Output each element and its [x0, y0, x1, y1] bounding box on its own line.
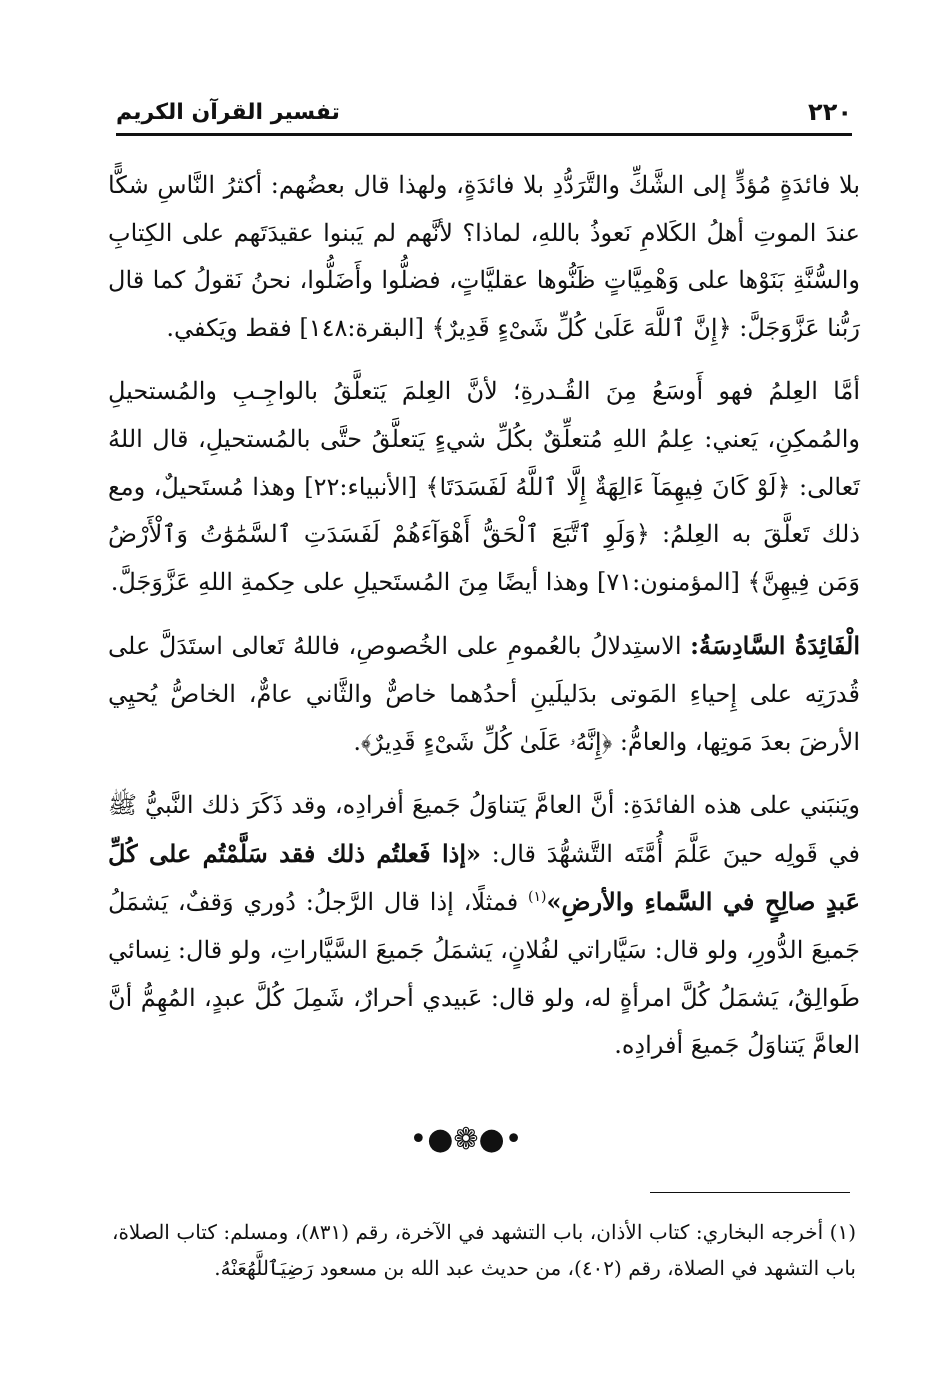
paragraph-text: بلا فائدَةٍ مُؤدٍّ إلى الشَّكِّ والتَّرَدُّدِ بلا فائدَةٍ، ولهذا قال بعضُهم: أكثرُ النَّاسِ شكًّا عندَ الموتِ أهلُ الكَلامِ نَعوذُ باللهِ، لماذا؟ لأنَّهم لم يَبنوا عقيدَتَهم على الكِتابِ والسُّنَّةِ بَنَوْها على وَهْمِيَّاتٍ ظَنُّوها عقليَّاتٍ، فضلُّوا وأَضَلُّوا، نحنُ نَقولُ كما قال رَبُّنا عَزَّوَجَلَّ: ﴿إِنَّ ٱللَّهَ عَلَىٰ كُلِّ شَىْءٍ قَدِيرٌ﴾ [البقرة:١٤٨] فقط ويَكفي. — [108, 171, 860, 342]
footnote-separator — [650, 1192, 850, 1193]
footnote-reference[interactable]: (١) — [528, 889, 547, 906]
paragraph-2 — [108, 368, 860, 606]
hadith-quote: «إذا فَعلتُم ذلك فقد سَلَّمْتُم على كُلِّ عَبدٍ صالِحٍ في السَّماءِ والأرضِ» — [108, 838, 860, 917]
page-body — [108, 162, 860, 1070]
page-header — [116, 96, 852, 136]
paragraph-1 — [108, 162, 860, 352]
paragraph-text: أمَّا العِلمُ فهو أَوسَعُ مِنَ القُـدرةِ؛ لأنَّ العِلمَ يَتعلَّقُ بالواجِـبِ والمُستحيلِ والمُمكِنِ، يَعني: عِلمُ اللهِ مُتعلِّقٌ بكُلِّ شيءٍ يَتعلَّقُ حتَّى بالمُستحيلِ، قال اللهُ تَعالى: ﴿لَوْ كَانَ فِيهِمَآ ءَالِهَةٌ إِلَّا ٱللَّهُ لَفَسَدَتَا﴾ [الأنبياء:٢٢] وهذا مُستَحيلٌ، ومع ذلك تَعلَّقَ به العِلمُ: ﴿وَلَوِ ٱتَّبَعَ ٱلْحَقُّ أَهْوَآءَهُمْ لَفَسَدَتِ ٱلسَّمَٰوَٰتُ وَٱلْأَرْضُ وَمَن فِيهِنَّ﴾ [المؤمنون:٧١] وهذا أيضًا مِنَ المُستَحيلِ على حِكمةِ اللهِ عَزَّوَجَلَّ. — [108, 377, 861, 596]
paragraph-text: ويَنبَني على هذه الفائدَةِ: أنَّ العامَّ يَتناوَلُ جَميعَ أفرادِه، وقد ذَكَرَ ذلك النَّبيُّ ﷺ في قَولِه حينَ عَلَّمَ أُمَّتَه التَّشهُّدَ قال: — [108, 791, 860, 868]
book-title: تفسير القرآن الكريم — [116, 100, 340, 125]
paragraph-text: الاستِدلالُ بالعُمومِ على الخُصوصِ، فاللهُ تَعالى استَدَلَّ على قُدرَتِه على إِحياءِ المَوتى بدَليلَينِ أحدُهما خاصٌّ والثَّاني عامٌّ، الخاصُّ يُحيِي الأرضَ بعدَ مَوتِها، والعامُّ: ﴿إِنَّهُۥ عَلَىٰ كُلِّ شَىْءٍ قَدِيرٌ﴾. — [108, 632, 860, 756]
page-number: ٢٢٠ — [808, 98, 852, 126]
paragraph-4 — [108, 782, 860, 1070]
section-heading: الْفَائِدَةُ السَّادِسَةُ: — [690, 631, 861, 661]
header-rule — [116, 133, 852, 136]
footnote: (١) أخرجه البخاري: كتاب الأذان، باب التشهد في الآخرة، رقم (٨٣١)، ومسلم: كتاب الصلاة، باب التشهد في الصلاة، رقم (٤٠٢)، من حديث عبد الله بن مسعود رَضِيَٱللَّهُعَنْهُ. — [112, 1220, 856, 1280]
paragraph-text: فمثلًا، إذا قال الرَّجلُ: دُوري وَقفٌ، يَشمَلُ جَميعَ الدُّورِ، ولو قال: سَيَّاراتي لفُلانٍ، يَشمَلُ جَميعَ السَّيَّاراتِ، ولو قال: نِسائي طَوالِقُ، يَشمَلُ كُلَّ امرأةٍ له، ولو قال: عَبيدي أحرارٌ، شَمِلَ كُلَّ عبدٍ، المُهِمُّ أنَّ العامَّ يَتناوَلُ جَميعَ أفرادِه. — [108, 888, 860, 1060]
section-ornament: •●❁●• — [409, 1122, 523, 1157]
paragraph-3 — [108, 622, 860, 766]
